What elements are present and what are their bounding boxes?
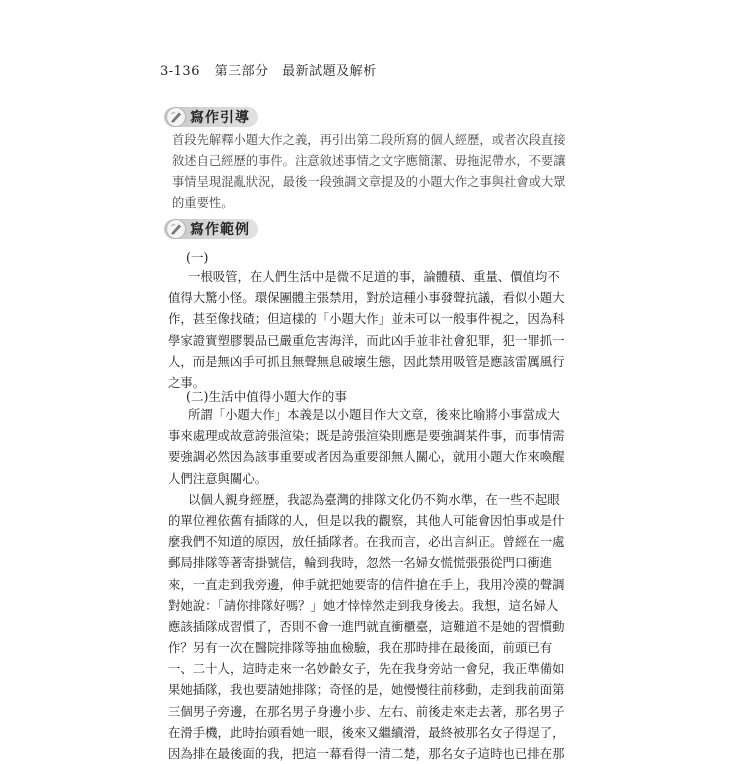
body-line: 作？另有一次在醫院排隊等抽血檢驗，我在那時排在最後面，前頭已有 — [168, 640, 553, 656]
body-line: 一根吸管，在人們生活中是微不足道的事，論體積、重量、價值均不 — [188, 269, 560, 284]
body-line: 人，而是無凶手可抓且無聲無息破壞生態，因此禁用吸管是應該雷厲風行 — [168, 353, 565, 369]
body-line: 因為排在最後面的我，把這一幕看得一清二楚，那名女子這時也已排在那 — [168, 746, 565, 761]
body-line: 以個人親身經歷，我認為臺灣的排隊文化仍不夠水準，在一些不起眼 — [188, 491, 560, 507]
body-line: 在滑手機，此時抬頭看她一眼，後來又繼續滑，最終被那名女子得逞了， — [168, 724, 565, 740]
body-line: 三個男子旁邊，在那名男子身邊小步、左右、前後走來走去著，那名男子 — [168, 703, 565, 719]
pen-icon — [166, 107, 186, 127]
guide-heading-label: 寫作引導 — [190, 110, 250, 126]
guide-line: 敘述自己經歷的事件。注意敘述事情之文字應簡潔、毋拖泥帶水，不要讓 — [172, 154, 566, 168]
guide-line: 首段先解釋小題大作之義，再引出第二段所寫的個人經歷，或者次段直接 — [172, 133, 566, 147]
body-line: 人們注意與關心。 — [168, 470, 268, 486]
body-line: 要強調必然因為該事重要或者因為重要卻無人關心，就用小題大作來喚醒 — [168, 449, 565, 465]
part2-paragraph — [168, 404, 594, 764]
part-title: 第三部分 最新試題及解析 — [214, 64, 377, 79]
body-line: 事來處理或故意誇張渲染；既是誇張渲染則應是要強調某件事，而事情需 — [168, 428, 565, 444]
body-line: 果她插隊，我也要請她排隊；奇怪的是，她慢慢往前移動，走到我前面第 — [168, 682, 565, 698]
body-line: 的單位裡依舊有插隊的人，但是以我的觀察，其他人可能會因怕事或是什 — [168, 512, 565, 528]
body-line: 作，甚至像找碴；但這樣的「小題大作」並未可以一般事件視之，因為科 — [168, 311, 565, 327]
example-section-heading — [164, 218, 258, 240]
body-line: 之事。 — [168, 374, 206, 390]
guide-paragraph — [172, 130, 590, 214]
body-line: 學家證實塑膠製品已嚴重危害海洋，而此凶手並非社會犯罪，犯一罪抓一 — [168, 332, 565, 348]
part2-title: (二)生活中值得小題大作的事 — [186, 389, 347, 404]
part1-title: (一) — [186, 250, 209, 265]
body-line: 麼我們不知道的原因，放任插隊者。在我而言，必出言糾正。曾經在一處 — [168, 534, 565, 550]
example-heading-pill — [164, 219, 258, 239]
guide-line: 事情呈現混亂狀況，最後一段強調文章提及的小題大作之事與社會或大眾 — [172, 175, 566, 189]
pen-icon — [166, 219, 186, 239]
guide-section-heading — [164, 106, 258, 128]
body-line: 值得大驚小怪。環保團體主張禁用，對於這種小事發聲抗議，看似小題大 — [168, 290, 565, 306]
body-line: 來，一直走到我旁邊，伸手就把她要寄的信件搶在手上，我用冷漠的聲調 — [168, 576, 565, 592]
body-line: 郵局排隊等著寄掛號信，輪到我時，忽然一名婦女慌慌張張從門口衝進 — [168, 555, 553, 571]
page-header — [160, 60, 377, 79]
body-line: 應該插隊成習慣了，否則不會一進門就直衝櫃臺，這難道不是她的習慣動 — [168, 618, 565, 634]
guide-heading-pill — [164, 107, 258, 127]
page-number: 3-136 — [160, 64, 200, 79]
part1-paragraph — [168, 266, 594, 393]
body-line: 一、二十人，這時走來一名妙齡女子，先在我身旁站一會兒，我正準備如 — [168, 661, 565, 677]
body-line: 對她說：「請你排隊好嗎？」她才悻悻然走到我身後去。我想，這名婦人 — [168, 597, 559, 613]
example-heading-label: 寫作範例 — [190, 222, 250, 238]
guide-line: 的重要性。 — [172, 196, 234, 210]
body-line: 所謂「小題大作」本義是以小題目作大文章，後來比喻將小事當成大 — [188, 407, 560, 422]
